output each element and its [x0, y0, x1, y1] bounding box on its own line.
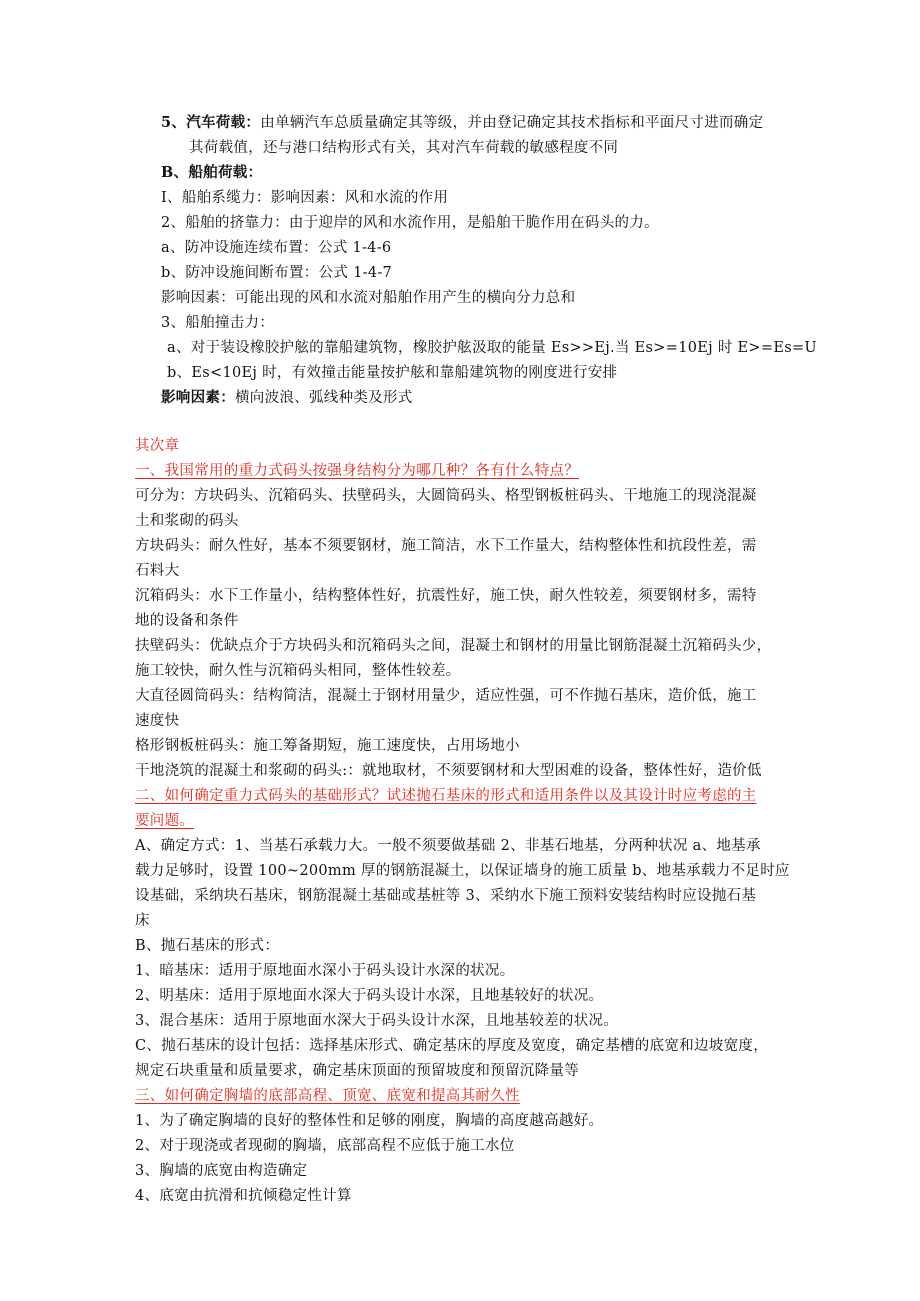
q2-line: B、抛石基床的形式： [135, 938, 280, 954]
q3-line: 2、对于现浇或者现砌的胸墙，底部高程不应低于施工水位 [135, 1138, 515, 1154]
q2-line: 设基础，采纳块石基床，钢筋混凝土基础或基桩等 3、采纳水下施工预料安装结构时应设抛石基 [135, 888, 757, 904]
vehicle-load-line-2: 其荷载值，还与港口结构形式有关，其对汽车荷载的敏感程度不同 [189, 140, 619, 156]
squeeze-force-line: 2、船舶的挤靠力：由于迎岸的风和水流作用，是船舶干脆作用在码头的力。 [161, 215, 659, 231]
q2-line: 3、混合基床：适用于原地面水深大于码头设计水深，且地基较差的状况。 [135, 1013, 619, 1029]
impact-force-b-line: b、Es<10Ej 时，有效撞击能量按护舷和靠船建筑物的刚度进行安排 [167, 365, 618, 381]
q1-line: 石料大 [135, 563, 180, 579]
q3-line: 3、胸墙的底宽由构造确定 [135, 1163, 308, 1179]
q2-line: A、确定方式：1、当基石承载力大。一般不须要做基础 2、非基石地基，分两种状况 a、地基承 [135, 838, 761, 854]
q1-line: 速度快 [135, 713, 180, 729]
fender-intermittent-line: b、防冲设施间断布置：公式 1-4-7 [161, 265, 393, 281]
q1-line: 地的设备和条件 [135, 613, 239, 629]
q2-line: 载力足够时，设置 100~200mm 厚的钢筋混凝土，以保证墙身的施工质量 b、地基承载力不足时应 [135, 863, 790, 879]
impact-force-a-line: a、对于装设橡胶护舷的靠船建筑物，橡胶护舷汲取的能量 Es>>Ej.当 Es>=10Ej 时 E>=Es=U [167, 340, 817, 356]
vehicle-load-line-1 [161, 113, 763, 133]
q2-line: C、抛石基床的设计包括：选择基床形式、确定基床的厚度及宽度，确定基槽的底宽和边坡宽度， [135, 1038, 768, 1054]
question-2-heading-cont: 要问题。 [135, 813, 195, 829]
q3-line: 1、为了确定胸墙的良好的整体性和足够的刚度，胸墙的高度越高越好。 [135, 1113, 604, 1129]
q1-line: 可分为：方块码头、沉箱码头、扶壁码头，大圆筒码头、格型钢板桩码头、干地施工的现浇混凝 [135, 488, 757, 504]
question-2-heading: 二、如何确定重力式码头的基础形式？试述抛石基床的形式和适用条件以及其设计时应考虑的主 [135, 788, 757, 804]
chapter-title: 其次章 [135, 438, 180, 454]
factor-text: 横向波浪、弧线种类及形式 [235, 390, 413, 406]
q1-line: 大直径圆筒码头：结构简洁，混凝土于钢材用量少，适应性强，可不作抛石基床，造价低，施工 [135, 688, 757, 704]
q1-line: 方块码头：耐久性好，基本不须要钢材，施工简洁，水下工作量大，结构整体性和抗段性差，需 [135, 538, 757, 554]
q2-line: 床 [135, 913, 150, 929]
factor-line-2 [161, 388, 413, 408]
mooring-force-line: I、船舶系缆力：影响因素：风和水流的作用 [161, 190, 449, 206]
ship-load-heading: B、船舶荷载： [161, 164, 263, 181]
question-1-heading: 一、我国常用的重力式码头按强身结构分为哪几种？各有什么特点？ [135, 463, 579, 479]
impact-force-line: 3、船舶撞击力： [161, 315, 275, 331]
q2-line: 规定石块重量和质量要求，确定基床顶面的预留坡度和预留沉降量等 [135, 1063, 579, 1079]
factor-line-1: 影响因素：可能出现的风和水流对船舶作用产生的横向分力总和 [161, 290, 576, 306]
factor-label: 影响因素： [161, 389, 235, 406]
q2-line: 2、明基床：适用于原地面水深大于码头设计水深，且地基较好的状况。 [135, 988, 604, 1004]
q1-line: 土和浆砌的码头 [135, 513, 239, 529]
q1-line: 扶壁码头：优缺点介于方块码头和沉箱码头之间，混凝土和钢材的用量比钢筋混凝土沉箱码头少， [135, 638, 772, 654]
q1-line: 干地浇筑的混凝土和浆砌的码头:：就地取材，不须要钢材和大型困难的设备，整体性好，造价低 [135, 763, 762, 779]
q1-line: 施工较快，耐久性与沉箱码头相同，整体性较差。 [135, 663, 461, 679]
fender-continuous-line: a、防冲设施连续布置：公式 1-4-6 [161, 240, 392, 256]
q1-line: 格形钢板桩码头：施工筹备期短，施工速度快，占用场地小 [135, 738, 520, 754]
q2-line: 1、暗基床：适用于原地面水深小于码头设计水深的状况。 [135, 963, 515, 979]
vehicle-load-label: 5、汽车荷载： [161, 114, 261, 131]
q3-line: 4、底宽由抗滑和抗倾稳定性计算 [135, 1188, 352, 1204]
question-3-heading: 三、如何确定胸墙的底部高程、顶宽、底宽和提高其耐久性 [135, 1088, 520, 1104]
vehicle-load-text: 由单辆汽车总质量确定其等级，并由登记确定其技术指标和平面尺寸进而确定 [260, 115, 764, 131]
q1-line: 沉箱码头：水下工作量小，结构整体性好，抗震性好，施工快，耐久性较差，须要钢材多，需特 [135, 588, 757, 604]
